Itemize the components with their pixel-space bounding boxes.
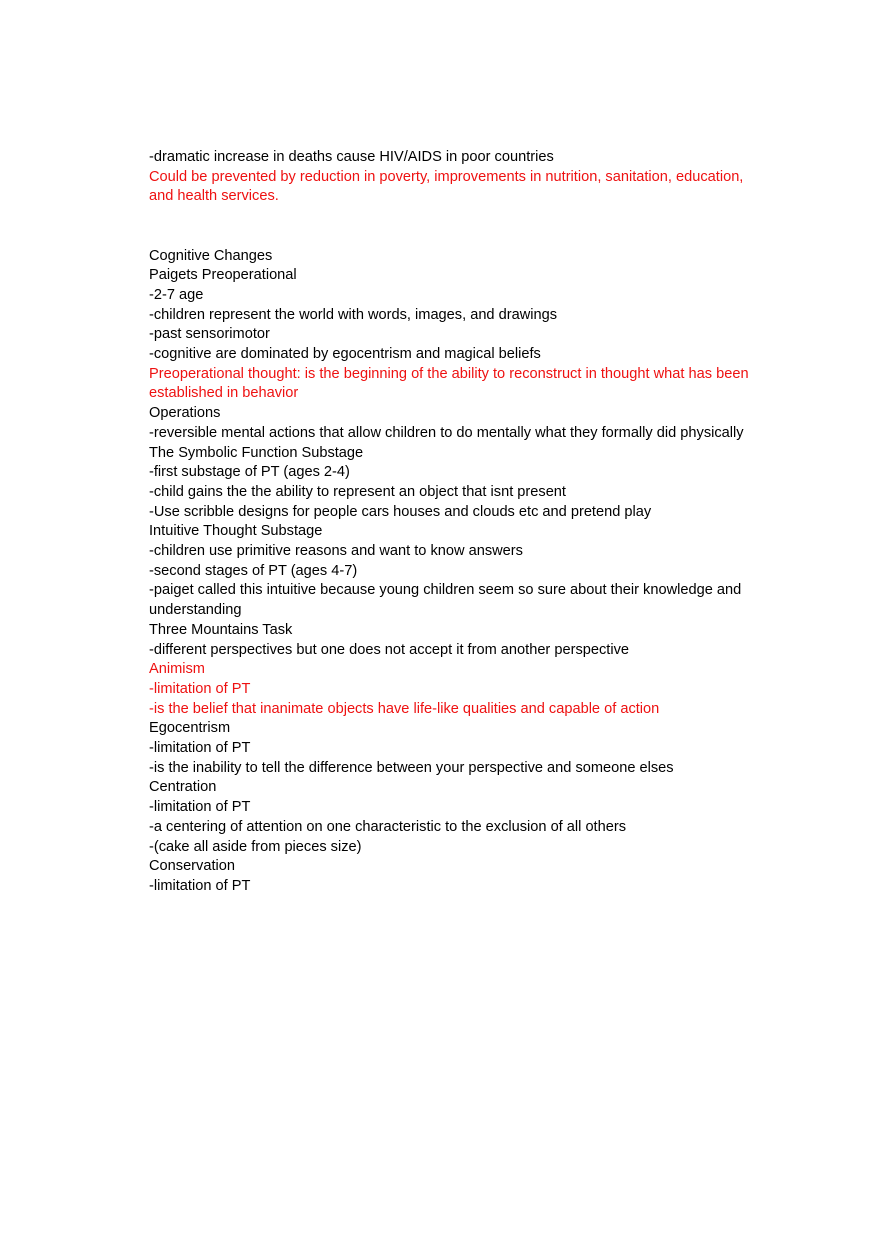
highlight-line: -is the belief that inanimate objects have life-like qualities and capable of action [149,700,660,717]
text-line: -reversible mental actions that allow children to do mentally what they formally did physically [149,424,744,441]
text-line: -first substage of PT (ages 2-4) [149,464,350,481]
subsection-heading: Paigets Preoperational [149,267,297,284]
text-line: -past sensorimotor [149,326,270,343]
text-line: -Use scribble designs for people cars houses and clouds etc and pretend play [149,503,652,520]
text-line: -children represent the world with words, images, and drawings [149,306,558,323]
term-heading: Intuitive Thought Substage [149,523,323,540]
highlight-definition: Preoperational thought: is the beginning of the ability to reconstruct in thought what has been established in behavior [149,365,749,402]
text-line: -cognitive are dominated by egocentrism and magical beliefs [149,346,541,363]
document-body [149,148,749,897]
text-line: -limitation of PT [149,799,251,816]
highlight-line: -limitation of PT [149,680,251,697]
text-line: -paiget called this intuitive because young children seem so sure about their knowledge and understanding [149,582,742,619]
text-line: -second stages of PT (ages 4-7) [149,562,358,579]
text-line: -limitation of PT [149,878,251,894]
highlight-term: Animism [149,661,205,678]
text-line: -dramatic increase in deaths cause HIV/AIDS in poor countries [149,149,554,165]
term-heading: Three Mountains Task [149,621,293,638]
text-line: -is the inability to tell the difference between your perspective and someone elses [149,759,674,776]
term-heading: The Symbolic Function Substage [149,444,364,461]
term-heading: Conservation [149,858,235,875]
highlight-note: Could be prevented by reduction in poverty, improvements in nutrition, sanitation, education, and health services. [149,168,744,205]
term-heading: Centration [149,779,217,796]
text-line: -a centering of attention on one characteristic to the exclusion of all others [149,818,627,835]
text-line: -children use primitive reasons and want to know answers [149,543,523,560]
term-heading: Egocentrism [149,720,231,737]
text-line: -limitation of PT [149,740,251,757]
term-heading: Operations [149,405,221,422]
text-line: -different perspectives but one does not accept it from another perspective [149,641,629,658]
text-line: -2-7 age [149,286,204,303]
section-heading: Cognitive Changes [149,247,273,264]
text-line: -(cake all aside from pieces size) [149,838,362,855]
text-line: -child gains the the ability to represent an object that isnt present [149,483,566,500]
paragraph-gap [149,207,749,246]
